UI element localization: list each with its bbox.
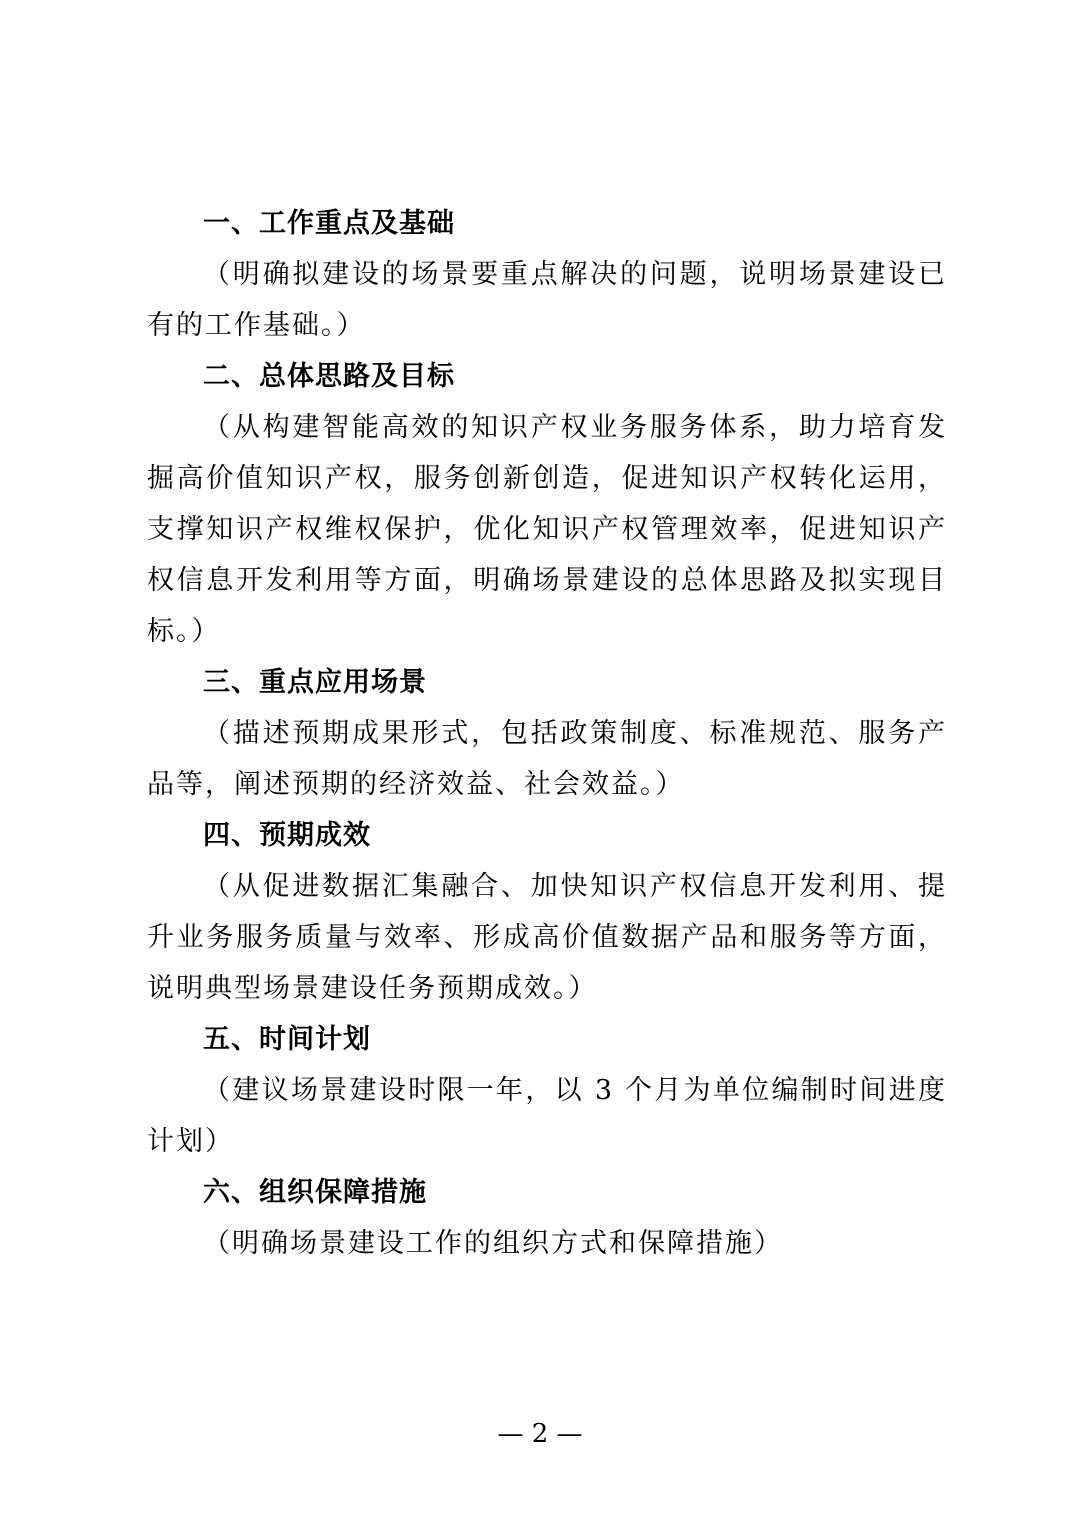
section-2 (147, 351, 947, 657)
section-paragraph: （从促进数据汇集融合、加快知识产权信息开发利用、提升业务服务质量与效率、形成高价值数据产品和服务等方面，说明典型场景建设任务预期成效。） (147, 871, 947, 1004)
section-paragraph: （描述预期成果形式，包括政策制度、标准规范、服务产品等，阐述预期的经济效益、社会效益。） (147, 718, 947, 800)
section-1 (147, 198, 947, 351)
document-body (147, 198, 947, 1269)
section-3 (147, 657, 947, 810)
section-heading: 三、重点应用场景 (203, 667, 427, 698)
section-heading: 二、总体思路及目标 (203, 361, 455, 392)
section-heading: 一、工作重点及基础 (203, 208, 455, 239)
section-paragraph: （明确拟建设的场景要重点解决的问题，说明场景建设已有的工作基础。） (147, 259, 947, 341)
section-paragraph: （建议场景建设时限一年，以 3 个月为单位编制时间进度计划） (147, 1075, 947, 1157)
section-4 (147, 810, 947, 1014)
section-5 (147, 1014, 947, 1167)
page-number: — 2 — (497, 1419, 583, 1449)
section-heading: 四、预期成效 (203, 820, 371, 851)
section-paragraph: （从构建智能高效的知识产权业务服务体系，助力培育发掘高价值知识产权，服务创新创造，促进知识产权转化运用，支撑知识产权维权保护，优化知识产权管理效率，促进知识产权信息开发利用等方面，明确场景建设的总体思路及拟实现目标。） (147, 412, 947, 647)
section-heading: 五、时间计划 (203, 1024, 371, 1055)
section-paragraph: （明确场景建设工作的组织方式和保障措施） (203, 1228, 783, 1259)
section-heading: 六、组织保障措施 (203, 1177, 427, 1208)
section-6 (147, 1167, 947, 1269)
